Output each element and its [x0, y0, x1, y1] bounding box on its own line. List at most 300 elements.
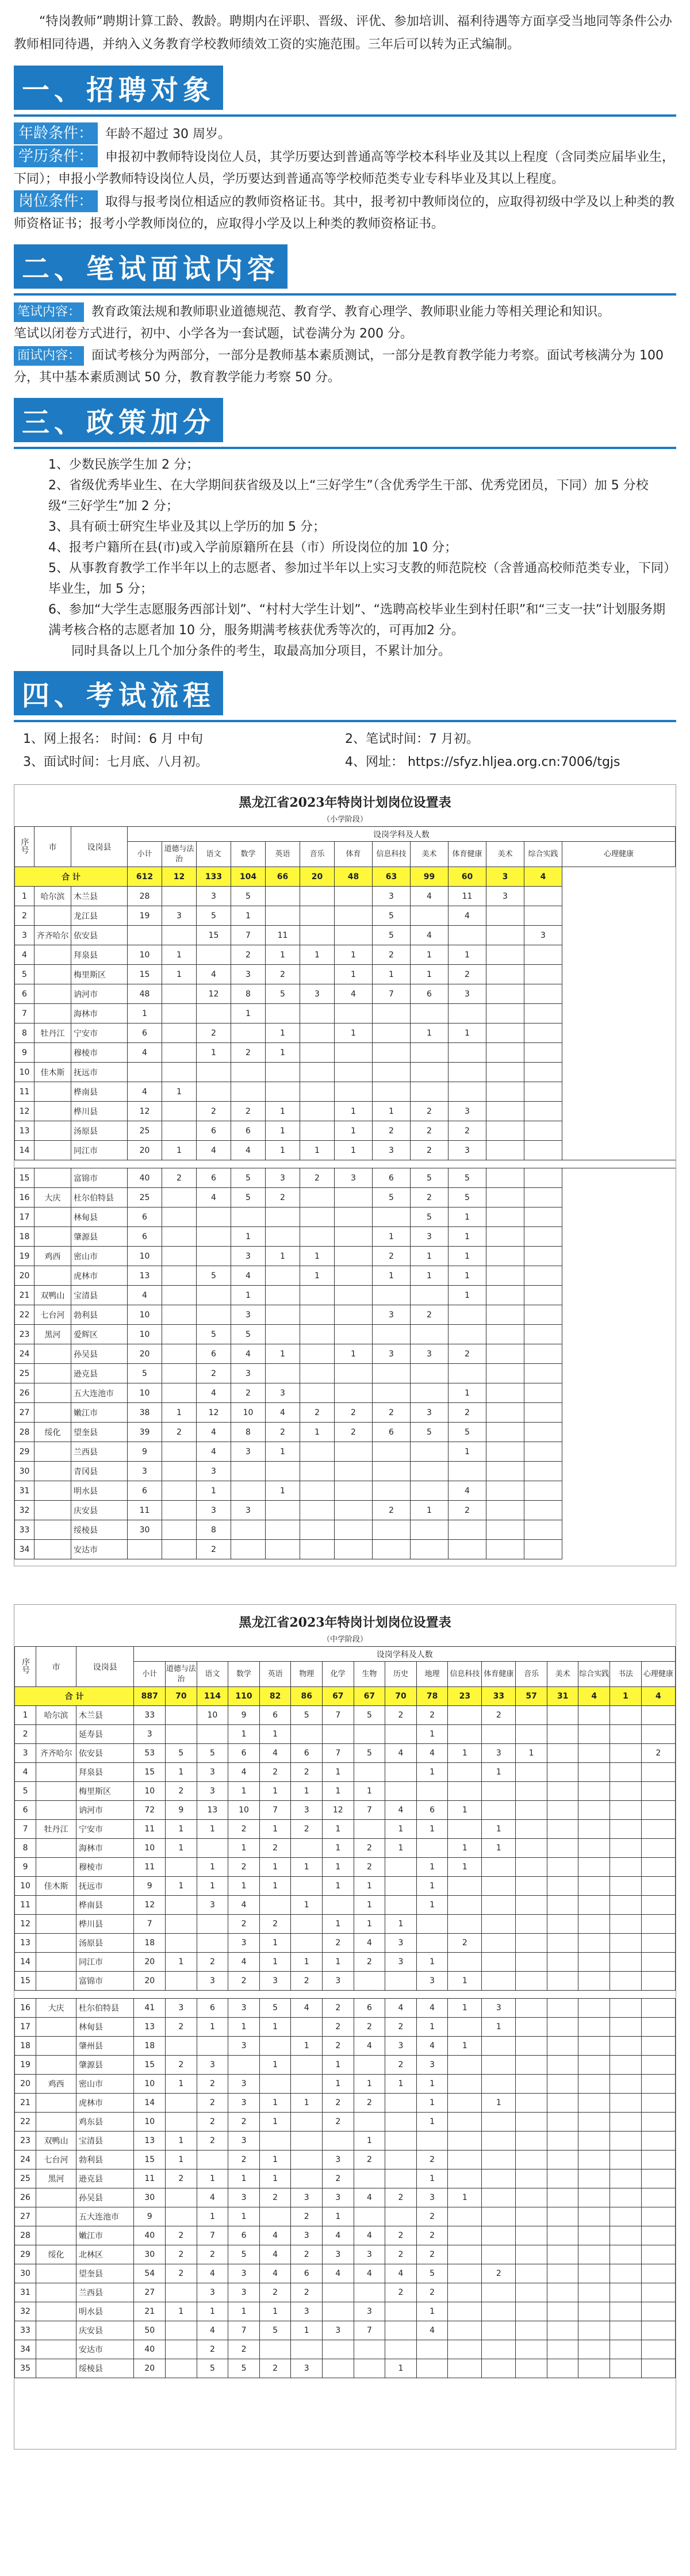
- header-subject: 语文: [197, 1662, 228, 1687]
- row-cell: 9: [166, 1801, 197, 1820]
- row-cell: [197, 1915, 228, 1934]
- row-cell: 1: [266, 1442, 300, 1462]
- row-cell: 10: [134, 1782, 166, 1801]
- row-cell: 20: [128, 1141, 162, 1160]
- row-cell: 3: [448, 1141, 486, 1160]
- row-cell: [516, 2037, 547, 2056]
- row-cell: [448, 2264, 482, 2283]
- row-cell: [610, 1915, 642, 1934]
- row-cell: [547, 2302, 578, 2321]
- row-cell: 2: [197, 2132, 228, 2150]
- row-seq: 12: [15, 1915, 36, 1934]
- row-cell: 1: [166, 2302, 197, 2321]
- table-row: [15, 1305, 676, 1325]
- row-cell: [162, 1188, 197, 1208]
- row-cell: [448, 1877, 482, 1896]
- row-cell: 1: [228, 1877, 260, 1896]
- row-cell: [300, 1383, 335, 1403]
- row-cell: [516, 2018, 547, 2037]
- row-county: 穆棱市: [76, 1858, 134, 1877]
- row-cell: [578, 1725, 610, 1744]
- row-cell: [162, 1102, 197, 1121]
- row-cell: 1: [448, 2188, 482, 2207]
- row-cell: [610, 1934, 642, 1953]
- row-cell: [166, 1706, 197, 1725]
- row-cell: [641, 2094, 675, 2113]
- row-cell: 2: [259, 2188, 291, 2207]
- row-cell: [162, 1383, 197, 1403]
- row-cell: 6: [291, 2264, 323, 2283]
- row-cell: [578, 1782, 610, 1801]
- row-cell: [486, 1383, 524, 1403]
- row-cell: [524, 945, 562, 965]
- row-city: [36, 2302, 76, 2321]
- row-cell: [448, 2018, 482, 2037]
- row-cell: [300, 1305, 335, 1325]
- total-cell: 12: [162, 867, 197, 887]
- row-cell: 1: [300, 945, 335, 965]
- table-row: [15, 1344, 676, 1364]
- row-cell: 7: [354, 1801, 385, 1820]
- table-row: [15, 1023, 676, 1043]
- row-cell: 1: [197, 1877, 228, 1896]
- row-city: 齐齐哈尔: [36, 1744, 76, 1763]
- row-cell: [373, 1043, 411, 1063]
- row-cell: 2: [231, 945, 266, 965]
- row-seq: 15: [15, 1168, 34, 1188]
- row-county: 林甸县: [71, 1208, 128, 1227]
- row-cell: 2: [266, 1188, 300, 1208]
- row-cell: 1: [385, 1915, 417, 1934]
- row-cell: 2: [323, 2037, 354, 2056]
- row-city: 双鸭山: [36, 2132, 76, 2150]
- row-cell: 2: [291, 2207, 323, 2226]
- row-city: [34, 984, 71, 1004]
- row-seq: 28: [15, 1423, 34, 1442]
- row-cell: 2: [291, 2245, 323, 2264]
- row-county: 安达市: [76, 2340, 134, 2359]
- row-cell: 1: [300, 1247, 335, 1266]
- row-cell: [516, 1839, 547, 1858]
- row-cell: [547, 2340, 578, 2359]
- row-cell: [516, 1706, 547, 1725]
- row-cell: [547, 1706, 578, 1725]
- row-cell: 2: [228, 1858, 260, 1877]
- row-county: 梅里斯区: [71, 965, 128, 984]
- flow-interview: 3、面试时间：七月底、八月初。: [23, 755, 208, 769]
- row-cell: [641, 1915, 675, 1934]
- row-cell: 2: [373, 1121, 411, 1141]
- header-subject: 综合实践: [578, 1662, 610, 1687]
- row-seq: 17: [15, 1208, 34, 1227]
- row-city: [34, 1364, 71, 1383]
- row-cell: [231, 1082, 266, 1102]
- row-city: [36, 2321, 76, 2340]
- row-cell: [448, 2302, 482, 2321]
- row-cell: [448, 2094, 482, 2113]
- row-cell: [300, 1344, 335, 1364]
- total-cell: 4: [641, 1687, 675, 1706]
- row-cell: 30: [134, 2188, 166, 2207]
- row-cell: [610, 1801, 642, 1820]
- row-cell: [416, 1782, 448, 1801]
- row-cell: [578, 1801, 610, 1820]
- row-cell: [516, 2207, 547, 2226]
- row-cell: 4: [335, 984, 373, 1004]
- header-subject: 化学: [323, 1662, 354, 1687]
- row-cell: [578, 2321, 610, 2340]
- row-cell: 11: [128, 1501, 162, 1520]
- row-cell: [373, 1462, 411, 1481]
- table-row: [15, 1063, 676, 1082]
- row-cell: [482, 2302, 516, 2321]
- row-cell: 10: [134, 2075, 166, 2094]
- row-cell: 1: [482, 2094, 516, 2113]
- row-cell: [291, 2113, 323, 2132]
- row-cell: [524, 906, 562, 926]
- row-cell: 5: [128, 1364, 162, 1383]
- row-cell: [524, 1501, 562, 1520]
- row-cell: [266, 1208, 300, 1227]
- row-cell: 20: [134, 2359, 166, 2378]
- row-cell: 3: [134, 1725, 166, 1744]
- row-cell: 15: [134, 2150, 166, 2169]
- row-cell: 2: [323, 1999, 354, 2018]
- row-cell: 18: [134, 2037, 166, 2056]
- table-row: [15, 2132, 676, 2150]
- row-cell: [300, 1364, 335, 1383]
- row-cell: [610, 1744, 642, 1763]
- row-city: [34, 1102, 71, 1121]
- row-cell: [482, 1972, 516, 1991]
- row-cell: 3: [197, 2056, 228, 2075]
- row-cell: [354, 2340, 385, 2359]
- row-cell: [166, 2207, 197, 2226]
- row-county: 勃利县: [71, 1305, 128, 1325]
- row-cell: 6: [373, 1423, 411, 1442]
- row-cell: 6: [197, 1168, 231, 1188]
- edu-condition: [0, 145, 690, 190]
- row-cell: 1: [335, 1023, 373, 1043]
- row-cell: 48: [128, 984, 162, 1004]
- row-cell: 1: [259, 2302, 291, 2321]
- post-tag: 岗位条件：: [14, 190, 98, 212]
- row-cell: 2: [448, 1121, 486, 1141]
- row-cell: 1: [197, 2207, 228, 2226]
- row-cell: 2: [411, 1188, 448, 1208]
- row-seq: 8: [15, 1023, 34, 1043]
- row-city: [36, 1782, 76, 1801]
- row-cell: [128, 1063, 162, 1082]
- total-cell: 20: [300, 867, 335, 887]
- row-cell: 1: [323, 1763, 354, 1782]
- row-cell: [524, 1121, 562, 1141]
- row-cell: 3: [335, 1168, 373, 1188]
- row-cell: 2: [411, 1305, 448, 1325]
- row-cell: [482, 1934, 516, 1953]
- row-cell: 3: [323, 2321, 354, 2340]
- row-city: [34, 1462, 71, 1481]
- table-row: [15, 1801, 676, 1820]
- row-cell: [547, 1725, 578, 1744]
- row-cell: 4: [385, 2264, 417, 2283]
- row-cell: 4: [197, 1383, 231, 1403]
- row-cell: 1: [354, 1915, 385, 1934]
- row-cell: 4: [231, 1141, 266, 1160]
- row-cell: 53: [134, 1744, 166, 1763]
- row-cell: [547, 1744, 578, 1763]
- row-seq: 34: [15, 1540, 34, 1559]
- row-cell: 6: [197, 1999, 228, 2018]
- table-row: [15, 1141, 676, 1160]
- row-county: 木兰县: [76, 1706, 134, 1725]
- row-cell: [373, 1286, 411, 1305]
- row-cell: [411, 1082, 448, 1102]
- row-cell: [547, 2132, 578, 2150]
- row-cell: 1: [166, 1763, 197, 1782]
- row-seq: 6: [15, 984, 34, 1004]
- row-cell: 2: [166, 1782, 197, 1801]
- row-cell: [516, 1820, 547, 1839]
- header-county: 设岗县: [76, 1647, 134, 1687]
- row-cell: 2: [291, 1972, 323, 1991]
- row-city: [36, 1972, 76, 1991]
- row-cell: [486, 1188, 524, 1208]
- row-cell: 8: [231, 984, 266, 1004]
- row-cell: 1: [335, 1121, 373, 1141]
- row-cell: [300, 1520, 335, 1540]
- row-cell: [486, 1247, 524, 1266]
- row-cell: 1: [259, 1858, 291, 1877]
- row-cell: 3: [231, 1364, 266, 1383]
- row-cell: 20: [134, 1953, 166, 1972]
- row-cell: 3: [385, 1953, 417, 1972]
- table-row: [15, 945, 676, 965]
- row-cell: [524, 1141, 562, 1160]
- post-condition: [0, 190, 690, 235]
- row-cell: 12: [323, 1801, 354, 1820]
- row-cell: 1: [291, 2321, 323, 2340]
- row-county: 明水县: [71, 1481, 128, 1501]
- row-cell: 10: [228, 1801, 260, 1820]
- row-cell: 1: [448, 1227, 486, 1247]
- row-cell: 3: [482, 1999, 516, 2018]
- table-row: [15, 2113, 676, 2132]
- total-cell: 31: [547, 1687, 578, 1706]
- row-cell: 2: [291, 1820, 323, 1839]
- row-cell: [259, 2037, 291, 2056]
- row-seq: 24: [15, 2150, 36, 2169]
- row-cell: [162, 1501, 197, 1520]
- row-cell: [335, 1286, 373, 1305]
- row-cell: 2: [228, 2340, 260, 2359]
- row-cell: 4: [259, 2245, 291, 2264]
- row-cell: [300, 1227, 335, 1247]
- row-cell: 1: [335, 965, 373, 984]
- section-divider: [14, 114, 676, 117]
- row-cell: 1: [291, 1953, 323, 1972]
- row-seq: 16: [15, 1188, 34, 1208]
- row-cell: 5: [411, 1423, 448, 1442]
- row-cell: 11: [134, 1858, 166, 1877]
- row-cell: 1: [300, 1266, 335, 1286]
- row-cell: 1: [416, 1820, 448, 1839]
- row-cell: [448, 2113, 482, 2132]
- row-cell: 3: [448, 1102, 486, 1121]
- row-cell: [641, 1782, 675, 1801]
- row-cell: [335, 1082, 373, 1102]
- row-cell: [291, 1839, 323, 1858]
- row-cell: [354, 2056, 385, 2075]
- row-cell: [486, 1305, 524, 1325]
- row-cell: [547, 2283, 578, 2302]
- row-cell: 1: [385, 1820, 417, 1839]
- table-row: [15, 2340, 676, 2359]
- row-county: 梅里斯区: [76, 1782, 134, 1801]
- table-row: [15, 2150, 676, 2169]
- header-subject: 小计: [134, 1662, 166, 1687]
- row-cell: 1: [197, 2018, 228, 2037]
- row-cell: 4: [354, 2188, 385, 2207]
- row-cell: [448, 2132, 482, 2150]
- row-cell: [197, 1725, 228, 1744]
- row-seq: 27: [15, 2207, 36, 2226]
- row-cell: [641, 2150, 675, 2169]
- row-county: 勃利县: [76, 2150, 134, 2169]
- flow-website[interactable]: 4、网址： https://sfyz.hljea.org.cn:7006/tgjs: [345, 755, 620, 769]
- table-row: [15, 1725, 676, 1744]
- row-cell: [166, 1915, 197, 1934]
- row-cell: 1: [266, 1121, 300, 1141]
- row-cell: [448, 1004, 486, 1023]
- table-subtitle: （中学阶段）: [322, 1635, 367, 1644]
- row-cell: [300, 1004, 335, 1023]
- row-cell: 40: [134, 2226, 166, 2245]
- row-county: 北林区: [76, 2245, 134, 2264]
- table-row: [15, 1481, 676, 1501]
- row-cell: 5: [197, 2359, 228, 2378]
- row-cell: 4: [266, 1403, 300, 1423]
- row-cell: 4: [259, 2226, 291, 2245]
- row-cell: [516, 2094, 547, 2113]
- row-cell: [524, 1102, 562, 1121]
- row-cell: 4: [231, 1344, 266, 1364]
- row-county: 嫩江市: [71, 1403, 128, 1423]
- header-subject: 地理: [416, 1662, 448, 1687]
- row-cell: [482, 2056, 516, 2075]
- row-seq: 24: [15, 1344, 34, 1364]
- row-cell: 4: [128, 1286, 162, 1305]
- row-cell: [524, 1423, 562, 1442]
- row-cell: [354, 1820, 385, 1839]
- row-county: 延寿县: [76, 1725, 134, 1744]
- row-cell: 1: [228, 1725, 260, 1744]
- row-cell: 1: [228, 1782, 260, 1801]
- row-cell: [335, 1188, 373, 1208]
- row-cell: 18: [134, 1934, 166, 1953]
- row-cell: [335, 1364, 373, 1383]
- row-cell: [516, 2283, 547, 2302]
- row-cell: [524, 1023, 562, 1043]
- row-cell: [486, 1481, 524, 1501]
- row-cell: [641, 2018, 675, 2037]
- row-cell: 1: [162, 965, 197, 984]
- table-row: [15, 1082, 676, 1102]
- row-cell: [373, 1540, 411, 1559]
- row-cell: 6: [411, 984, 448, 1004]
- table-row: [15, 1953, 676, 1972]
- row-cell: 2: [373, 1501, 411, 1520]
- row-cell: [524, 1344, 562, 1364]
- total-cell: 33: [482, 1687, 516, 1706]
- row-cell: [547, 1858, 578, 1877]
- row-cell: 5: [354, 1744, 385, 1763]
- row-cell: [578, 2188, 610, 2207]
- row-cell: 1: [266, 1023, 300, 1043]
- row-seq: 32: [15, 2302, 36, 2321]
- row-cell: [162, 984, 197, 1004]
- row-cell: 2: [228, 1972, 260, 1991]
- row-cell: 3: [197, 2283, 228, 2302]
- row-cell: 1: [228, 2169, 260, 2188]
- row-county: 青冈县: [71, 1462, 128, 1481]
- row-cell: [448, 2283, 482, 2302]
- header-city: 市: [34, 827, 71, 867]
- row-cell: 2: [416, 2245, 448, 2264]
- row-cell: [547, 2188, 578, 2207]
- row-city: 双鸭山: [34, 1286, 71, 1305]
- row-cell: 1: [166, 1820, 197, 1839]
- row-cell: 1: [166, 1953, 197, 1972]
- row-cell: 3: [416, 1972, 448, 1991]
- row-cell: 2: [335, 1403, 373, 1423]
- header-subject: 信息科技: [373, 842, 411, 867]
- row-cell: 2: [448, 1501, 486, 1520]
- row-city: [34, 1403, 71, 1423]
- age-text: 年龄不超过 30 周岁。: [105, 127, 231, 141]
- row-cell: [162, 926, 197, 945]
- row-cell: [578, 2359, 610, 2378]
- row-cell: 1: [448, 1858, 482, 1877]
- row-cell: 6: [128, 1023, 162, 1043]
- row-cell: [578, 2037, 610, 2056]
- row-cell: [323, 2340, 354, 2359]
- row-cell: [162, 1305, 197, 1325]
- row-cell: [641, 2169, 675, 2188]
- row-cell: 1: [448, 1208, 486, 1227]
- total-cell: 133: [197, 867, 231, 887]
- table-gap-row: [15, 1991, 676, 1999]
- row-cell: [448, 2056, 482, 2075]
- row-cell: 4: [259, 1744, 291, 1763]
- row-cell: [300, 1043, 335, 1063]
- row-cell: 6: [354, 1999, 385, 2018]
- row-cell: [524, 984, 562, 1004]
- row-cell: 2: [291, 2283, 323, 2302]
- table-row: [15, 2037, 676, 2056]
- row-cell: [448, 2226, 482, 2245]
- row-cell: [482, 2321, 516, 2340]
- row-cell: [300, 887, 335, 906]
- row-city: 齐齐哈尔: [34, 926, 71, 945]
- row-cell: 3: [385, 2037, 417, 2056]
- row-cell: 1: [335, 1344, 373, 1364]
- row-cell: 4: [259, 2264, 291, 2283]
- row-county: 宁安市: [71, 1023, 128, 1043]
- row-city: [34, 1520, 71, 1540]
- row-cell: [354, 2113, 385, 2132]
- row-cell: 11: [134, 2169, 166, 2188]
